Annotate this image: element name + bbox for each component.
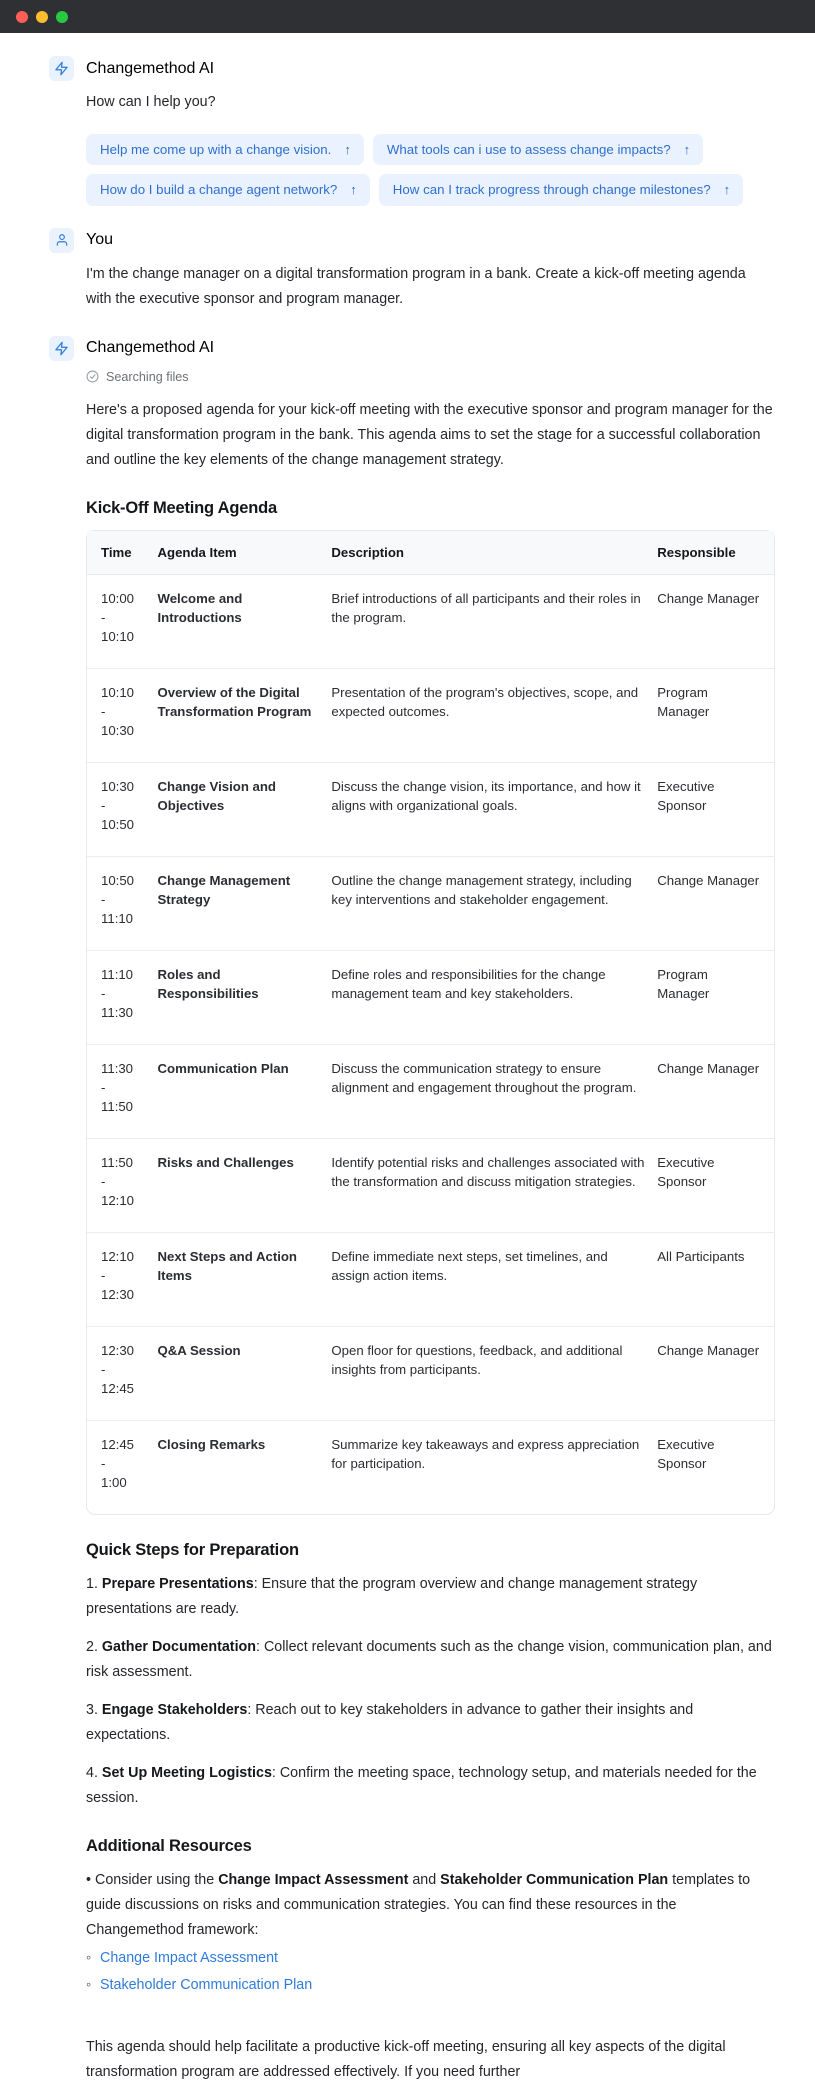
suggestion-chip-2[interactable] xyxy=(373,134,703,165)
cell-responsible: Executive Sponsor xyxy=(657,762,774,856)
check-circle-icon xyxy=(86,370,99,383)
table-row xyxy=(87,1232,774,1326)
time-end: 10:10 xyxy=(101,628,135,644)
greeting-text: How can I help you? xyxy=(86,94,216,110)
suggestion-chip-label: What tools can i use to assess change impacts? xyxy=(386,142,671,157)
table-row xyxy=(87,668,774,762)
quick-step-item xyxy=(86,1572,775,1622)
window-titlebar xyxy=(0,0,815,33)
column-header-time: Time xyxy=(87,531,158,575)
table-body xyxy=(87,574,774,1514)
cell-responsible: Program Manager xyxy=(657,950,774,1044)
step-title: Gather Documentation xyxy=(101,1638,257,1655)
suggestion-chip-3[interactable] xyxy=(86,174,370,205)
time-dash: - xyxy=(101,1079,106,1095)
bullet-marker: • xyxy=(86,1871,92,1888)
time-start: 11:10 xyxy=(101,966,134,982)
table-row xyxy=(87,1044,774,1138)
time-start: 10:00 xyxy=(101,590,135,606)
step-number: 3. xyxy=(86,1701,102,1718)
bolt-icon xyxy=(49,336,74,361)
quick-step-item xyxy=(86,1761,775,1811)
cell-description: Discuss the communication strategy to ensure alignment and engagement throughout the program. xyxy=(331,1044,657,1138)
cell-description: Open floor for questions, feedback, and additional insights from participants. xyxy=(331,1326,657,1420)
list-item xyxy=(86,1972,775,1999)
cell-agenda-item: Next Steps and Action Items xyxy=(158,1232,332,1326)
cell-time xyxy=(87,1138,158,1232)
step-text: : Ensure that the program overview and change management strategy presentations are ready. xyxy=(86,1575,698,1617)
cell-description: Brief introductions of all participants and their roles in the program. xyxy=(331,574,657,668)
time-start: 12:10 xyxy=(101,1248,135,1264)
cell-responsible: Change Manager xyxy=(657,856,774,950)
bullet-mid-text: and xyxy=(408,1871,441,1888)
time-dash: - xyxy=(101,797,106,813)
column-header-responsible: Responsible xyxy=(657,531,774,575)
suggestion-chip-label: How can I track progress through change milestones? xyxy=(392,182,711,198)
cell-agenda-item: Welcome and Introductions xyxy=(158,574,332,668)
time-start: 12:45 xyxy=(101,1436,135,1452)
user-name: You xyxy=(86,231,113,249)
answer-intro-text: Here's a proposed agenda for your kick-off meeting with the executive sponsor and program manager for the digital transformation program in the bank. This agenda aims to set the stage for a successful collaboration and outline the key elements of the change management strategy. xyxy=(86,401,773,468)
cell-time xyxy=(87,1326,158,1420)
user-icon xyxy=(49,228,74,253)
suggestion-chip-label: Help me come up with a change vision. xyxy=(100,142,332,157)
additional-resources-heading: Additional Resources xyxy=(86,1836,252,1855)
agenda-heading: Kick-Off Meeting Agenda xyxy=(86,498,277,517)
table-row xyxy=(87,1138,774,1232)
arrow-up-icon: ↑ xyxy=(344,142,351,158)
step-title: Prepare Presentations xyxy=(101,1575,254,1592)
cell-description: Outline the change management strategy, including key interventions and stakeholder engagement. xyxy=(331,856,657,950)
table-head xyxy=(87,531,774,575)
step-text: : Confirm the meeting space, technology setup, and materials needed for the session. xyxy=(86,1764,757,1806)
agenda-table xyxy=(87,531,774,1514)
cell-responsible: Change Manager xyxy=(657,574,774,668)
cell-agenda-item: Change Vision and Objectives xyxy=(158,762,332,856)
resource-link-change-impact-assessment[interactable]: Change Impact Assessment xyxy=(100,1949,279,1966)
step-text: : Reach out to key stakeholders in advance to gather their insights and expectations. xyxy=(86,1701,694,1743)
cell-description: Define roles and responsibilities for the change management team and key stakeholders. xyxy=(331,950,657,1044)
arrow-up-icon: ↑ xyxy=(350,182,357,198)
time-dash: - xyxy=(101,891,106,907)
cell-description: Identify potential risks and challenges associated with the transformation and discuss mitigation strategies. xyxy=(331,1138,657,1232)
maximize-window-button[interactable] xyxy=(56,11,68,23)
arrow-up-icon: ↑ xyxy=(723,182,731,198)
time-start: 10:50 xyxy=(101,872,135,888)
time-start: 10:10 xyxy=(101,684,135,700)
message-body xyxy=(49,370,775,2085)
time-start: 11:50 xyxy=(101,1154,134,1170)
cell-description: Define immediate next steps, set timelines, and assign action items. xyxy=(331,1232,657,1326)
cell-description: Discuss the change vision, its importance, and how it aligns with organizational goals. xyxy=(331,762,657,856)
time-dash: - xyxy=(101,609,106,625)
arrow-up-icon: ↑ xyxy=(683,142,691,158)
user-message-text: I'm the change manager on a digital transformation program in a bank. Create a kick-off meeting agenda with the executive sponsor and program manager. xyxy=(86,265,746,307)
time-end: 11:10 xyxy=(101,910,134,926)
step-number: 4. xyxy=(86,1764,102,1781)
time-end: 10:50 xyxy=(101,816,135,832)
quick-step-item xyxy=(86,1698,775,1748)
table-row xyxy=(87,856,774,950)
table-header-row xyxy=(87,531,774,575)
bullet-tail-text: templates to guide discussions on risks and communication strategies. You can find these resources in the Changemethod framework: xyxy=(86,1871,751,1938)
cell-time xyxy=(87,950,158,1044)
time-end: 1:00 xyxy=(101,1474,127,1490)
cell-agenda-item: Communication Plan xyxy=(158,1044,332,1138)
step-number: 1. xyxy=(86,1575,102,1592)
cell-time xyxy=(87,856,158,950)
message-header xyxy=(49,56,775,81)
step-title: Set Up Meeting Logistics xyxy=(101,1764,272,1781)
tool-status-label: Searching files xyxy=(106,369,189,384)
cell-description: Summarize key takeaways and express appreciation for participation. xyxy=(331,1436,640,1471)
time-dash: - xyxy=(101,1267,106,1283)
user-message xyxy=(49,206,775,312)
bold-term-one: Change Impact Assessment xyxy=(218,1871,409,1888)
message-body xyxy=(49,90,775,206)
time-start: 11:30 xyxy=(101,1060,134,1076)
cell-agenda-item: Change Management Strategy xyxy=(158,856,332,950)
cell-agenda-item: Roles and Responsibilities xyxy=(158,950,332,1044)
agenda-table-container xyxy=(86,530,775,1515)
step-title: Engage Stakeholders xyxy=(101,1701,248,1718)
step-text: : Collect relevant documents such as the change vision, communication plan, and risk assessment. xyxy=(86,1638,772,1680)
cell-agenda-item: Risks and Challenges xyxy=(158,1138,332,1232)
additional-resources-paragraph xyxy=(86,1868,775,1943)
closing-paragraph: This agenda should help facilitate a productive kick-off meeting, ensuring all key aspects of the digital transformation program are addressed effectively. If you need further xyxy=(86,2038,726,2080)
assistant-name: Changemethod AI xyxy=(86,59,215,77)
time-dash: - xyxy=(101,1173,106,1189)
time-end: 12:10 xyxy=(101,1192,135,1208)
resource-link-list xyxy=(86,1945,775,1999)
minimize-window-button[interactable] xyxy=(36,11,48,23)
suggestion-chip-1[interactable] xyxy=(86,134,364,165)
assistant-greeting-message xyxy=(49,33,775,206)
suggestion-chip-list xyxy=(86,134,775,206)
column-header-agenda-item: Agenda Item xyxy=(158,531,332,575)
quick-steps-list xyxy=(86,1572,775,1811)
time-start: 12:30 xyxy=(101,1342,135,1358)
time-end: 11:50 xyxy=(101,1098,134,1114)
cell-responsible: Executive Sponsor xyxy=(657,1436,715,1471)
cell-time xyxy=(87,1420,158,1514)
time-end: 12:45 xyxy=(101,1380,135,1396)
quick-step-item xyxy=(86,1635,775,1685)
cell-time xyxy=(87,1232,158,1326)
cell-responsible: Executive Sponsor xyxy=(657,1138,774,1232)
table-row xyxy=(87,1420,774,1514)
message-body xyxy=(49,262,775,312)
time-dash: - xyxy=(101,703,106,719)
bold-term-two: Stakeholder Communication Plan xyxy=(440,1871,669,1888)
time-dash: - xyxy=(101,1455,106,1471)
suggestion-chip-4[interactable] xyxy=(379,174,743,205)
resource-link-stakeholder-communication-plan[interactable]: Stakeholder Communication Plan xyxy=(100,1976,313,1993)
suggestion-chip-label: How do I build a change agent network? xyxy=(100,182,338,198)
time-start: 10:30 xyxy=(101,778,135,794)
cell-description: Presentation of the program's objectives, scope, and expected outcomes. xyxy=(331,668,657,762)
cell-agenda-item: Overview of the Digital Transformation Program xyxy=(158,668,332,762)
table-row xyxy=(87,1326,774,1420)
message-header xyxy=(49,336,775,361)
cell-responsible: Change Manager xyxy=(657,1326,774,1420)
list-item xyxy=(86,1945,775,1972)
tool-status-row xyxy=(86,370,775,384)
column-header-description: Description xyxy=(331,531,657,575)
quick-steps-heading: Quick Steps for Preparation xyxy=(86,1540,299,1559)
bullet-lead-text: Consider using the xyxy=(95,1871,219,1888)
time-end: 12:30 xyxy=(101,1286,135,1302)
assistant-name: Changemethod AI xyxy=(86,339,215,357)
time-dash: - xyxy=(101,985,106,1001)
cell-responsible: Change Manager xyxy=(657,1044,774,1138)
step-number: 2. xyxy=(86,1638,102,1655)
cell-responsible: All Participants xyxy=(657,1232,774,1326)
time-end: 11:30 xyxy=(101,1004,134,1020)
message-header xyxy=(49,228,775,253)
chat-transcript xyxy=(0,33,815,2085)
cell-time xyxy=(87,668,158,762)
cell-time xyxy=(87,1044,158,1138)
cell-time xyxy=(87,762,158,856)
cell-agenda-item: Closing Remarks xyxy=(157,1436,266,1452)
table-row xyxy=(87,950,774,1044)
time-end: 10:30 xyxy=(101,722,135,738)
table-row xyxy=(87,762,774,856)
time-dash: - xyxy=(101,1361,106,1377)
cell-responsible: Program Manager xyxy=(657,668,774,762)
assistant-answer-message xyxy=(49,312,775,2085)
bolt-icon xyxy=(49,56,74,81)
cell-time xyxy=(87,574,158,668)
close-window-button[interactable] xyxy=(16,11,28,23)
cell-agenda-item: Q&A Session xyxy=(158,1326,332,1420)
table-row xyxy=(87,574,774,668)
